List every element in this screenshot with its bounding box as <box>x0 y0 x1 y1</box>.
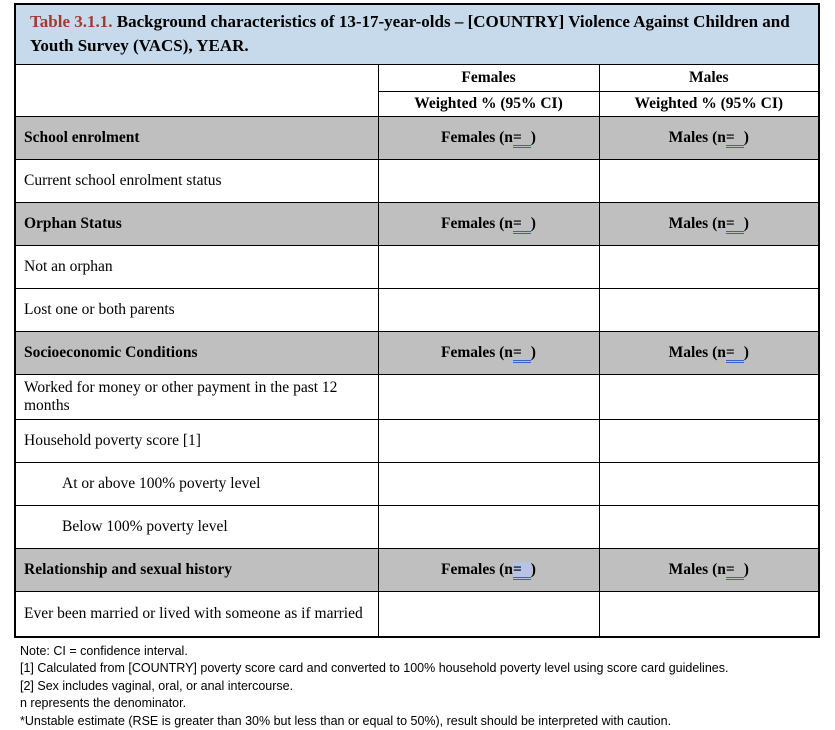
section-row-school-enrolment <box>15 117 819 160</box>
row-label: Current school enrolment status <box>15 160 378 203</box>
n-close: ) <box>531 215 536 232</box>
n-close: ) <box>744 215 749 232</box>
n-prefix: Males (n <box>669 561 726 578</box>
females-value-cell <box>378 289 599 332</box>
col-header-males: Males <box>599 65 819 92</box>
section-row-orphan-status <box>15 203 819 246</box>
n-prefix: Males (n <box>669 344 726 361</box>
males-value-cell <box>599 375 819 420</box>
footnote: [1] Calculated from [COUNTRY] poverty score card and converted to 100% household poverty level using score card guidelines. <box>20 660 818 678</box>
table-title <box>15 4 819 65</box>
row-label: Worked for money or other payment in the past 12 months <box>15 375 378 420</box>
females-value-cell <box>378 246 599 289</box>
table-row <box>15 289 819 332</box>
n-blank-field[interactable]: = <box>513 345 531 363</box>
n-close: ) <box>531 561 536 578</box>
footnote: Note: CI = confidence interval. <box>20 643 818 661</box>
n-blank-field[interactable]: = <box>726 216 744 234</box>
n-prefix: Females (n <box>441 344 513 361</box>
table-row <box>15 592 819 637</box>
n-prefix: Females (n <box>441 215 513 232</box>
footnote: [2] Sex includes vaginal, oral, or anal intercourse. <box>20 678 818 696</box>
table-number-label: Table 3.1.1. <box>30 12 113 31</box>
females-n-cell <box>378 332 599 375</box>
females-n-cell <box>378 117 599 160</box>
males-n-cell <box>599 117 819 160</box>
row-label-indented: Below 100% poverty level <box>15 506 378 549</box>
section-row-socioeconomic-conditions <box>15 332 819 375</box>
males-n-cell <box>599 203 819 246</box>
females-value-cell <box>378 375 599 420</box>
n-close: ) <box>744 344 749 361</box>
males-value-cell <box>599 246 819 289</box>
n-prefix: Males (n <box>669 129 726 146</box>
footnotes <box>14 638 818 730</box>
n-blank-field[interactable]: = <box>726 562 744 580</box>
females-value-cell <box>378 160 599 203</box>
corner-cell <box>15 65 378 117</box>
section-label: Socioeconomic Conditions <box>15 332 378 375</box>
section-label: Relationship and sexual history <box>15 549 378 592</box>
table-row <box>15 246 819 289</box>
section-label: School enrolment <box>15 117 378 160</box>
n-blank-field[interactable]: = <box>726 130 744 148</box>
background-characteristics-table <box>14 3 820 638</box>
table-row <box>15 160 819 203</box>
col-subheader-males-weighted: Weighted % (95% CI) <box>599 92 819 117</box>
row-label-indented: At or above 100% poverty level <box>15 463 378 506</box>
section-row-relationship-sexual-history <box>15 549 819 592</box>
table-row <box>15 506 819 549</box>
n-close: ) <box>531 129 536 146</box>
n-close: ) <box>744 129 749 146</box>
row-label: Household poverty score [1] <box>15 420 378 463</box>
n-blank-field-selected[interactable]: = <box>513 562 531 580</box>
males-value-cell <box>599 289 819 332</box>
n-blank-field[interactable]: = <box>513 130 531 148</box>
table-title-text: Background characteristics of 13-17-year-olds – [COUNTRY] Violence Against Children and Youth Survey (VACS), YEAR. <box>30 12 790 55</box>
footnote: *Unstable estimate (RSE is greater than 30% but less than or equal to 50%), result should be interpreted with caution. <box>20 713 818 730</box>
n-prefix: Females (n <box>441 561 513 578</box>
table-row <box>15 375 819 420</box>
males-value-cell <box>599 420 819 463</box>
n-blank-field[interactable]: = <box>513 216 531 234</box>
females-n-cell <box>378 549 599 592</box>
males-value-cell <box>599 463 819 506</box>
males-n-cell <box>599 332 819 375</box>
footnote: n represents the denominator. <box>20 695 818 713</box>
section-label: Orphan Status <box>15 203 378 246</box>
males-value-cell <box>599 160 819 203</box>
n-prefix: Males (n <box>669 215 726 232</box>
table-row <box>15 463 819 506</box>
table-title-row <box>15 4 819 65</box>
column-header-row <box>15 65 819 92</box>
females-value-cell <box>378 506 599 549</box>
males-n-cell <box>599 549 819 592</box>
row-label: Lost one or both parents <box>15 289 378 332</box>
females-value-cell <box>378 592 599 637</box>
col-header-females: Females <box>378 65 599 92</box>
males-value-cell <box>599 506 819 549</box>
males-value-cell <box>599 592 819 637</box>
table-row <box>15 420 819 463</box>
n-blank-field[interactable]: = <box>726 345 744 363</box>
n-close: ) <box>744 561 749 578</box>
females-value-cell <box>378 420 599 463</box>
n-prefix: Females (n <box>441 129 513 146</box>
col-subheader-females-weighted: Weighted % (95% CI) <box>378 92 599 117</box>
females-value-cell <box>378 463 599 506</box>
n-close: ) <box>531 344 536 361</box>
females-n-cell <box>378 203 599 246</box>
row-label: Ever been married or lived with someone as if married <box>15 592 378 637</box>
row-label: Not an orphan <box>15 246 378 289</box>
